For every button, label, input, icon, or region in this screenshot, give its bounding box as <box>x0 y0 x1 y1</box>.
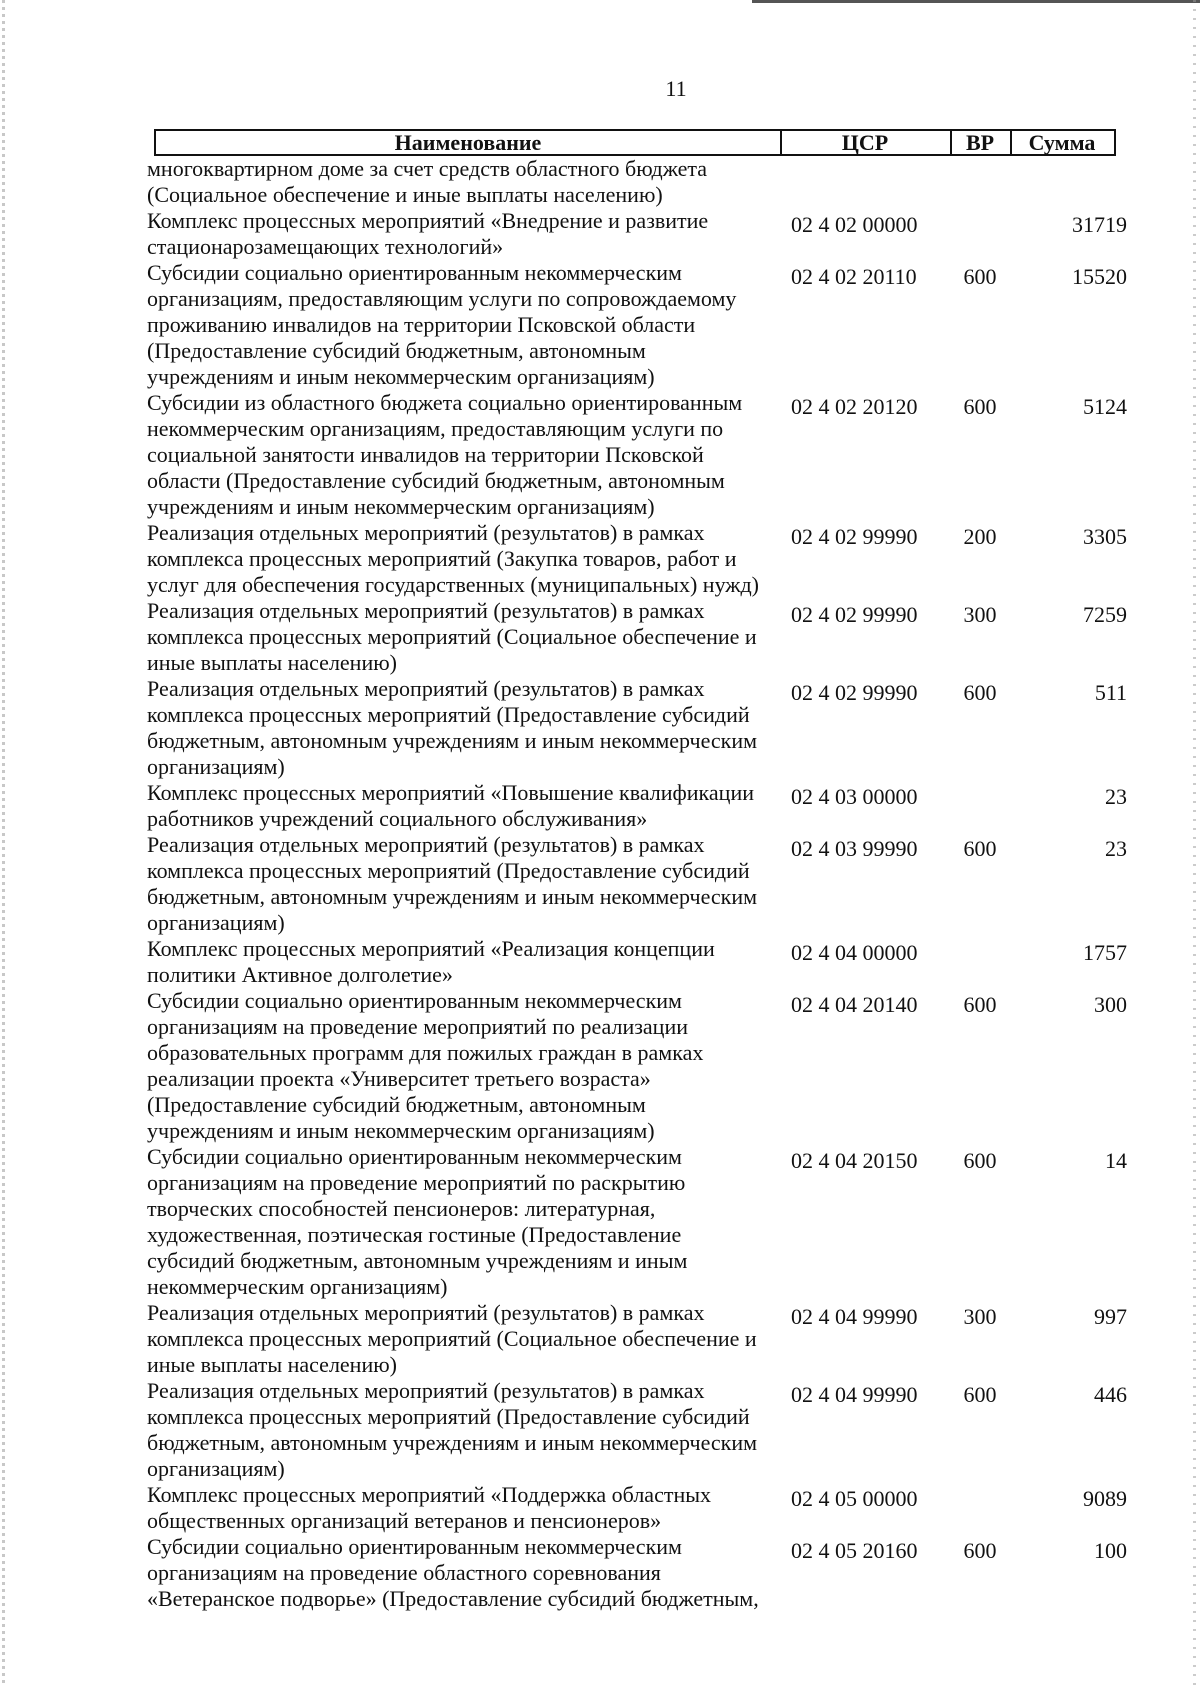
row-vr-code: 300 <box>963 602 997 627</box>
row-vr-code: 600 <box>963 680 997 705</box>
row-sum: 7259 <box>1083 602 1127 627</box>
row-name: Реализация отдельных мероприятий (результатов) в рамках комплекса процессных мероприятий (Предоставление субсидий бюджетным, автономным учреждениям и иным некоммерческим организациям) <box>147 832 758 935</box>
row-name: Субсидии из областного бюджета социально ориентированным некоммерческим организациям, предоставляющим услуги по социальной занятости инвалидов на территории Псковской области (Предоставление субсидий бюджетным, автономным учреждениям и иным некоммерческим организациям) <box>147 390 743 519</box>
row-csr-code: 02 4 03 00000 <box>791 784 918 809</box>
row-vr-code: 600 <box>963 394 997 419</box>
row-vr-code: 600 <box>963 992 997 1017</box>
row-vr-code: 600 <box>963 264 997 289</box>
row-name: Комплекс процессных мероприятий «Внедрение и развитие стационарозамещающих технологий» <box>147 208 709 259</box>
scan-left-edge <box>2 0 5 1686</box>
row-sum: 997 <box>1094 1304 1127 1329</box>
table-row <box>147 1300 1127 1378</box>
table-row <box>147 260 1127 390</box>
column-header-name: Наименование <box>156 131 782 154</box>
table-row <box>147 156 1127 208</box>
row-csr-code: 02 4 02 20110 <box>791 264 917 289</box>
row-name: многоквартирном доме за счет средств областного бюджета (Социальное обеспечение и иные выплаты населению) <box>147 156 708 207</box>
row-vr-code: 200 <box>963 524 997 549</box>
row-name: Субсидии социально ориентированным некоммерческим организациям, предоставляющим услуги по сопровождаемому проживанию инвалидов на территории Псковской области (Предоставление субсидий бюджетным, автономным учреждениям и иным некоммерческим организациям) <box>147 260 737 389</box>
scan-right-edge <box>1193 0 1196 1686</box>
row-name: Субсидии социально ориентированным некоммерческим организациям на проведение мероприятий по раскрытию творческих способностей пенсионеров: литературная, художественная, поэтическая гостиные (Предоставление субсидий бюджетным, автономным учреждениям и иным некоммерческим организациям) <box>147 1144 688 1299</box>
row-csr-code: 02 4 04 20150 <box>791 1148 918 1173</box>
row-name: Субсидии социально ориентированным некоммерческим организациям на проведение мероприятий по реализации образовательных программ для пожилых граждан в рамках реализации проекта «Университет третьего возраста» (Предоставление субсидий бюджетным, автономным учреждениям и иным некоммерческим организациям) <box>147 988 704 1143</box>
row-csr-code: 02 4 02 20120 <box>791 394 918 419</box>
row-csr-code: 02 4 04 20140 <box>791 992 918 1017</box>
table-row <box>147 208 1127 260</box>
row-sum: 300 <box>1094 992 1127 1017</box>
row-sum: 446 <box>1094 1382 1127 1407</box>
table-row <box>147 1482 1127 1534</box>
row-csr-code: 02 4 02 99990 <box>791 602 918 627</box>
row-sum: 1757 <box>1083 940 1127 965</box>
row-sum: 14 <box>1105 1148 1127 1173</box>
row-name: Реализация отдельных мероприятий (результатов) в рамках комплекса процессных мероприятий (Социальное обеспечение и иные выплаты населению) <box>147 1300 757 1377</box>
row-vr-code: 600 <box>963 1148 997 1173</box>
column-header-csr: ЦСР <box>780 131 952 154</box>
column-header-vr: ВР <box>950 131 1012 154</box>
row-sum: 23 <box>1105 784 1127 809</box>
column-header-sum: Сумма <box>1028 130 1096 155</box>
row-csr-code: 02 4 04 99990 <box>791 1382 918 1407</box>
page-number: 11 <box>665 76 687 101</box>
row-name: Комплекс процессных мероприятий «Поддержка областных общественных организаций ветеранов и пенсионеров» <box>147 1482 712 1533</box>
row-vr-code: 600 <box>963 1382 997 1407</box>
row-csr-code: 02 4 02 99990 <box>791 680 918 705</box>
row-name: Комплекс процессных мероприятий «Реализация концепции политики Активное долголетие» <box>147 936 715 987</box>
scan-top-rule <box>752 0 1200 3</box>
budget-table-body <box>147 156 1127 1612</box>
row-sum: 23 <box>1105 836 1127 861</box>
table-row <box>147 1534 1127 1612</box>
row-csr-code: 02 4 05 20160 <box>791 1538 918 1563</box>
table-row <box>147 520 1127 598</box>
row-csr-code: 02 4 05 00000 <box>791 1486 918 1511</box>
row-csr-code: 02 4 02 99990 <box>791 524 918 549</box>
table-row <box>147 598 1127 676</box>
table-row <box>147 936 1127 988</box>
row-sum: 31719 <box>1072 212 1127 237</box>
row-csr-code: 02 4 03 99990 <box>791 836 918 861</box>
row-sum: 100 <box>1094 1538 1127 1563</box>
table-row <box>147 988 1127 1144</box>
row-sum: 5124 <box>1083 394 1127 419</box>
row-sum: 3305 <box>1083 524 1127 549</box>
row-vr-code: 300 <box>963 1304 997 1329</box>
row-name: Субсидии социально ориентированным некоммерческим организациям на проведение областного соревнования «Ветеранское подворье» (Предоставление субсидий бюджетным, <box>147 1534 759 1611</box>
row-sum: 15520 <box>1072 264 1127 289</box>
row-name: Реализация отдельных мероприятий (результатов) в рамках комплекса процессных мероприятий (Социальное обеспечение и иные выплаты населению) <box>147 598 757 675</box>
row-csr-code: 02 4 02 00000 <box>791 212 918 237</box>
row-name: Реализация отдельных мероприятий (результатов) в рамках комплекса процессных мероприятий (Предоставление субсидий бюджетным, автономным учреждениям и иным некоммерческим организациям) <box>147 676 758 779</box>
row-csr-code: 02 4 04 00000 <box>791 940 918 965</box>
row-csr-code: 02 4 04 99990 <box>791 1304 918 1329</box>
table-row <box>147 390 1127 520</box>
row-sum: 9089 <box>1083 1486 1127 1511</box>
row-name: Реализация отдельных мероприятий (результатов) в рамках комплекса процессных мероприятий (Закупка товаров, работ и услуг для обеспечения государственных (муниципальных) нужд) <box>147 520 759 597</box>
row-name: Реализация отдельных мероприятий (результатов) в рамках комплекса процессных мероприятий (Предоставление субсидий бюджетным, автономным учреждениям и иным некоммерческим организациям) <box>147 1378 758 1481</box>
table-row <box>147 832 1127 936</box>
table-row <box>147 1144 1127 1300</box>
row-name: Комплекс процессных мероприятий «Повышение квалификации работников учреждений социального обслуживания» <box>147 780 754 831</box>
table-row <box>147 1378 1127 1482</box>
row-vr-code: 600 <box>963 836 997 861</box>
table-header <box>154 129 1116 156</box>
row-sum: 511 <box>1094 680 1127 705</box>
table-row <box>147 676 1127 780</box>
row-vr-code: 600 <box>963 1538 997 1563</box>
table-row <box>147 780 1127 832</box>
